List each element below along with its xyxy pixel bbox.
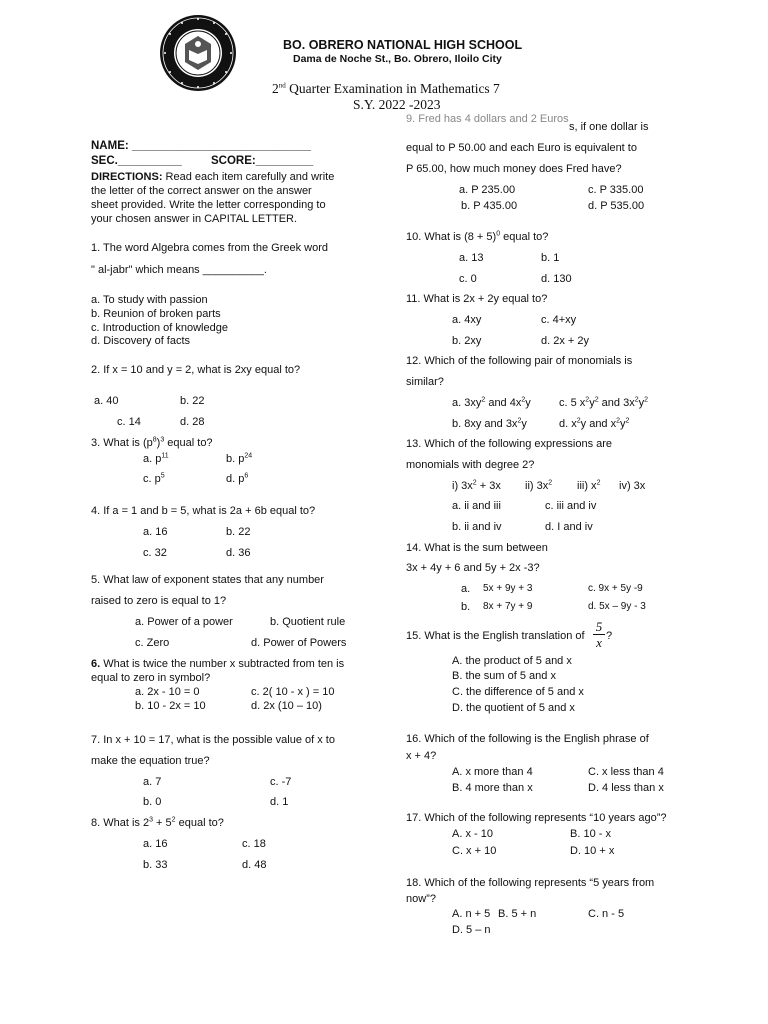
question-4-option-b: b. 22 <box>226 526 251 538</box>
question-15-option-b: B. the sum of 5 and x <box>452 670 556 682</box>
question-12-stem: similar? <box>406 376 444 388</box>
question-12-option-a: a. $3xy^2$ and $4x^2y$ <box>452 396 531 409</box>
fraction-5-over-x: 5 x <box>593 620 605 649</box>
question-13-option-d: d. I and iv <box>545 521 593 533</box>
question-1-option-c: c. Introduction of knowledge <box>91 322 228 334</box>
question-15-stem-end: ? <box>606 630 613 642</box>
question-7-stem: make the equation true? <box>91 755 210 767</box>
question-17-option-b: B. 10 - x <box>570 828 611 840</box>
question-5-stem: raised to zero is equal to 1? <box>91 595 227 607</box>
question-14-option-a-label: a. <box>461 583 471 595</box>
question-8-option-d: d. 48 <box>242 859 267 871</box>
question-13-option-b: b. ii and iv <box>452 521 502 533</box>
question-1-stem: " al-jabr" which means __________. <box>91 264 267 276</box>
question-16-option-d: D. 4 less than x <box>588 782 664 794</box>
question-8-option-b: b. 33 <box>143 859 168 871</box>
question-12-option-b: b. 8xy and $3x^2y$ <box>452 417 527 430</box>
question-16-option-a: A. x more than 4 <box>452 766 533 778</box>
question-12-stem: 12. Which of the following pair of monomials is <box>406 355 633 367</box>
question-2-option-a: a. 40 <box>94 395 119 407</box>
question-6-option-a: a. 2x - 10 = 0 <box>135 686 200 698</box>
question-8-option-a: a. 16 <box>143 838 168 850</box>
question-12-option-c: c. 5 $x^2y^2$ and $3x^2y^2$ <box>559 396 649 409</box>
question-11-option-b: b. 2xy <box>452 335 482 347</box>
question-14-option-c: c. 9x + 5y -9 <box>588 583 643 594</box>
question-5-option-a: a. Power of a power <box>135 616 233 628</box>
question-5-option-c: c. Zero <box>135 637 170 649</box>
school-name: BO. OBRERO NATIONAL HIGH SCHOOL <box>283 38 523 52</box>
question-11-stem: 11. What is 2x + 2y equal to? <box>406 293 548 305</box>
directions: DIRECTIONS: Read each item carefully and write <box>91 171 335 183</box>
question-14-option-a: 5x + 9y + 3 <box>483 583 533 594</box>
question-14-stem: 14. What is the sum between <box>406 542 548 554</box>
question-13-item-i: i) $3x^2 + 3x$ <box>452 479 501 492</box>
question-16-option-c: C. x less than 4 <box>588 766 664 778</box>
question-10-option-b: b. 1 <box>541 252 560 264</box>
question-17-option-d: D. 10 + x <box>570 845 615 857</box>
question-16-stem: x + 4? <box>406 750 437 762</box>
question-7-option-a: a. 7 <box>143 776 162 788</box>
question-3-stem: 3. What is $(p^8)^3$ equal to? <box>91 436 213 449</box>
question-5-stem: 5. What law of exponent states that any number <box>91 574 324 586</box>
question-13-stem: monomials with degree 2? <box>406 459 535 471</box>
question-5-option-b: b. Quotient rule <box>270 616 346 628</box>
question-13-option-a: a. ii and iii <box>452 500 501 512</box>
directions-line: sheet provided. Write the letter corresponding to <box>91 199 326 211</box>
question-15-stem: 15. What is the English translation of <box>406 630 585 642</box>
question-1-stem: 1. The word Algebra comes from the Greek word <box>91 242 329 254</box>
question-11-option-d: d. 2x + 2y <box>541 335 590 347</box>
question-15-option-a: A. the product of 5 and x <box>452 655 572 667</box>
question-12-option-d: d. $x^2y$ and $x^2y^2$ <box>559 417 630 430</box>
question-17-stem: 17. Which of the following represents “10 years ago”? <box>406 812 667 824</box>
question-5-option-d: d. Power of Powers <box>251 637 347 649</box>
question-4-option-d: d. 36 <box>226 547 251 559</box>
question-17-option-c: C. x + 10 <box>452 845 497 857</box>
question-4-option-c: c. 32 <box>143 547 167 559</box>
question-3-option-a: a. $p^{11}$ <box>143 452 169 465</box>
question-6-stem: 6. What is twice the number x subtracted from ten is <box>91 658 345 670</box>
question-14-stem: 3x + 4y + 6 and 5y + 2x -3? <box>406 562 540 574</box>
question-9-option-c: c. P 335.00 <box>588 184 644 196</box>
question-10-option-c: c. 0 <box>459 273 477 285</box>
school-seal-logo <box>159 14 237 92</box>
question-9-stem: equal to P 50.00 and each Euro is equivalent to <box>406 142 637 154</box>
question-13-option-c: c. iii and iv <box>545 500 597 512</box>
question-7-option-c: c. -7 <box>270 776 292 788</box>
question-11-option-c: c. 4+xy <box>541 314 577 326</box>
question-9-option-d: d. P 535.00 <box>588 200 645 212</box>
directions-line: your chosen answer in CAPITAL LETTER. <box>91 213 298 225</box>
question-7-option-d: d. 1 <box>270 796 289 808</box>
question-10-stem: 10. What is $(8 + 5)^0$ equal to? <box>406 230 549 243</box>
question-13-item-iii: iii) $x^2$ <box>577 479 601 492</box>
school-year: S.Y. 2022 -2023 <box>353 97 441 112</box>
question-14-option-b-label: b. <box>461 601 471 613</box>
question-8-stem: 8. What is $2^3 + 5^2$ equal to? <box>91 816 224 829</box>
question-9-cut-text: 9. Fred has 4 dollars and 2 Euros <box>406 113 569 125</box>
question-3-option-c: c. $p^5$ <box>143 472 165 485</box>
question-18-stem: 18. Which of the following represents “5 years from <box>406 877 655 889</box>
school-address: Dama de Noche St., Bo. Obrero, Iloilo City <box>293 53 502 65</box>
question-2-option-c: c. 14 <box>117 416 141 428</box>
question-8-option-c: c. 18 <box>242 838 266 850</box>
question-9-stem: P 65.00, how much money does Fred have? <box>406 163 622 175</box>
question-18-option-a: A. n + 5 <box>452 908 491 920</box>
question-11-option-a: a. 4xy <box>452 314 482 326</box>
question-1-option-d: d. Discovery of facts <box>91 335 191 347</box>
question-16-stem: 16. Which of the following is the English phrase of <box>406 733 649 745</box>
name-field: NAME: ____________________________ <box>91 140 311 152</box>
question-7-option-b: b. 0 <box>143 796 162 808</box>
question-13-stem: 13. Which of the following expressions are <box>406 438 613 450</box>
question-13-item-ii: ii) $3x^2$ <box>525 479 553 492</box>
question-6-option-c: c. 2( 10 - x ) = 10 <box>251 686 335 698</box>
question-1-option-a: a. To study with passion <box>91 294 208 306</box>
question-6-option-d: d. 2x (10 – 10) <box>251 700 322 712</box>
question-16-option-b: B. 4 more than x <box>452 782 533 794</box>
question-4-stem: 4. If a = 1 and b = 5, what is 2a + 6b equal to? <box>91 505 316 517</box>
question-2-stem: 2. If x = 10 and y = 2, what is 2xy equal to? <box>91 364 301 376</box>
question-13-item-iv: iv) 3x <box>619 480 646 492</box>
question-15-option-c: C. the difference of 5 and x <box>452 686 584 698</box>
question-14-option-b: 8x + 7y + 9 <box>483 601 533 612</box>
question-6-option-b: b. 10 - 2x = 10 <box>135 700 206 712</box>
section-field: SEC.__________ <box>91 155 182 167</box>
question-15-option-d: D. the quotient of 5 and x <box>452 702 575 714</box>
exam-title: 2nd Quarter Examination in Mathematics 7 <box>272 81 500 96</box>
question-3-option-d: d. $p^6$ <box>226 472 249 485</box>
question-1-option-b: b. Reunion of broken parts <box>91 308 221 320</box>
question-18-option-b: B. 5 + n <box>498 908 537 920</box>
question-4-option-a: a. 16 <box>143 526 168 538</box>
question-9-option-b: b. P 435.00 <box>461 200 518 212</box>
question-18-option-d: D. 5 – n <box>452 924 491 936</box>
question-18-stem: now”? <box>406 893 436 905</box>
question-18-option-c: C. n - 5 <box>588 908 625 920</box>
question-2-option-d: d. 28 <box>180 416 205 428</box>
question-9-stem: s, if one dollar is <box>569 121 649 133</box>
question-10-option-d: d. 130 <box>541 273 572 285</box>
question-3-option-b: b. $p^{24}$ <box>226 452 253 465</box>
question-17-option-a: A. x - 10 <box>452 828 493 840</box>
question-6-stem: equal to zero in symbol? <box>91 672 211 684</box>
question-7-stem: 7. In x + 10 = 17, what is the possible value of x to <box>91 734 335 746</box>
question-10-option-a: a. 13 <box>459 252 484 264</box>
question-14-option-d: d. 5x – 9y - 3 <box>588 601 646 612</box>
directions-line: the letter of the correct answer on the answer <box>91 185 312 197</box>
question-2-option-b: b. 22 <box>180 395 205 407</box>
score-field: SCORE:_________ <box>211 155 314 167</box>
question-9-option-a: a. P 235.00 <box>459 184 516 196</box>
